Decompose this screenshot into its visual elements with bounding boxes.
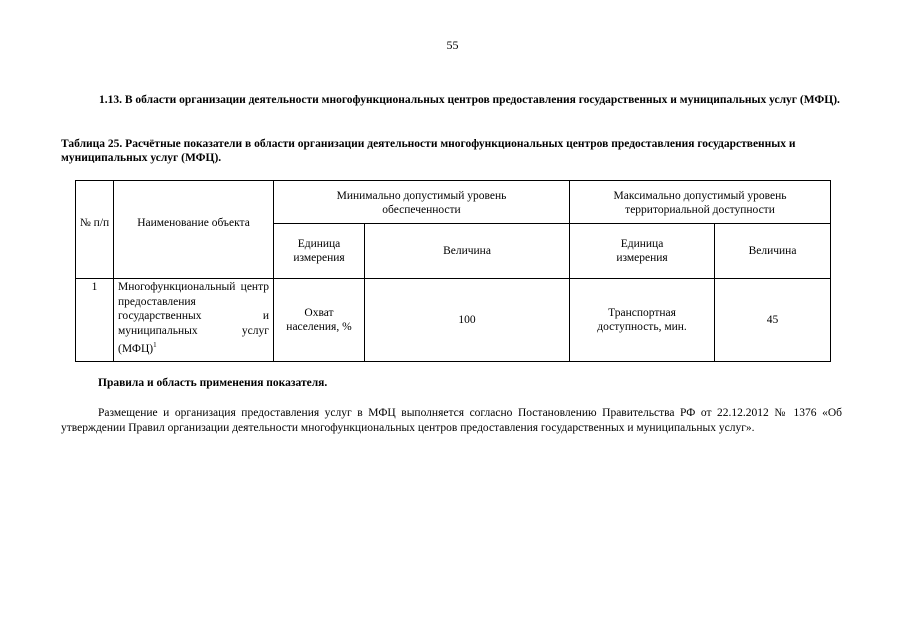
row-max-unit: Транспортная доступность, мин. [570,279,715,362]
footnote-marker: 1 [153,341,157,349]
section-heading-text: 1.13. В области организации деятельности многофункциональных центров предоставления государственных и муниципальных услуг (МФЦ). [99,94,840,106]
row-name: Многофункциональный центр предоставления государственных и муниципальных услуг (МФЦ) [118,281,269,355]
table-row [76,279,831,362]
page-number: 55 [446,38,459,52]
header-name: Наименование объекта [114,181,274,279]
header-max-group: Максимально допустимый уровень территориальной доступности [570,181,831,224]
header-max-value: Величина [715,224,831,279]
section-heading [61,93,851,107]
row-max-value: 45 [715,279,831,362]
row-min-unit: Охват населения, % [274,279,365,362]
indicators-table [75,180,831,362]
table-caption: Таблица 25. Расчётные показатели в области организации деятельности многофункциональных центров предоставления государственных и муниципальных услуг (МФЦ). [61,138,796,164]
rules-heading: Правила и область применения показателя. [98,377,328,389]
table-header-row [76,181,831,224]
row-num: 1 [76,279,114,362]
rules-text: Размещение и организация предоставления услуг в МФЦ выполняется согласно Постановлению Правительства РФ от 22.12.2012 № 1376 «Об утверждении Правил организации деятельности многофункциональных центров предоставления государственных и муниципальных услуг». [61,407,842,434]
row-name-cell [114,279,274,362]
header-min-group: Минимально допустимый уровень обеспеченности [274,181,570,224]
header-max-unit: Единица измерения [570,224,715,279]
header-num: № п/п [76,181,114,279]
header-min-value: Величина [365,224,570,279]
row-min-value: 100 [365,279,570,362]
header-min-unit: Единица измерения [274,224,365,279]
